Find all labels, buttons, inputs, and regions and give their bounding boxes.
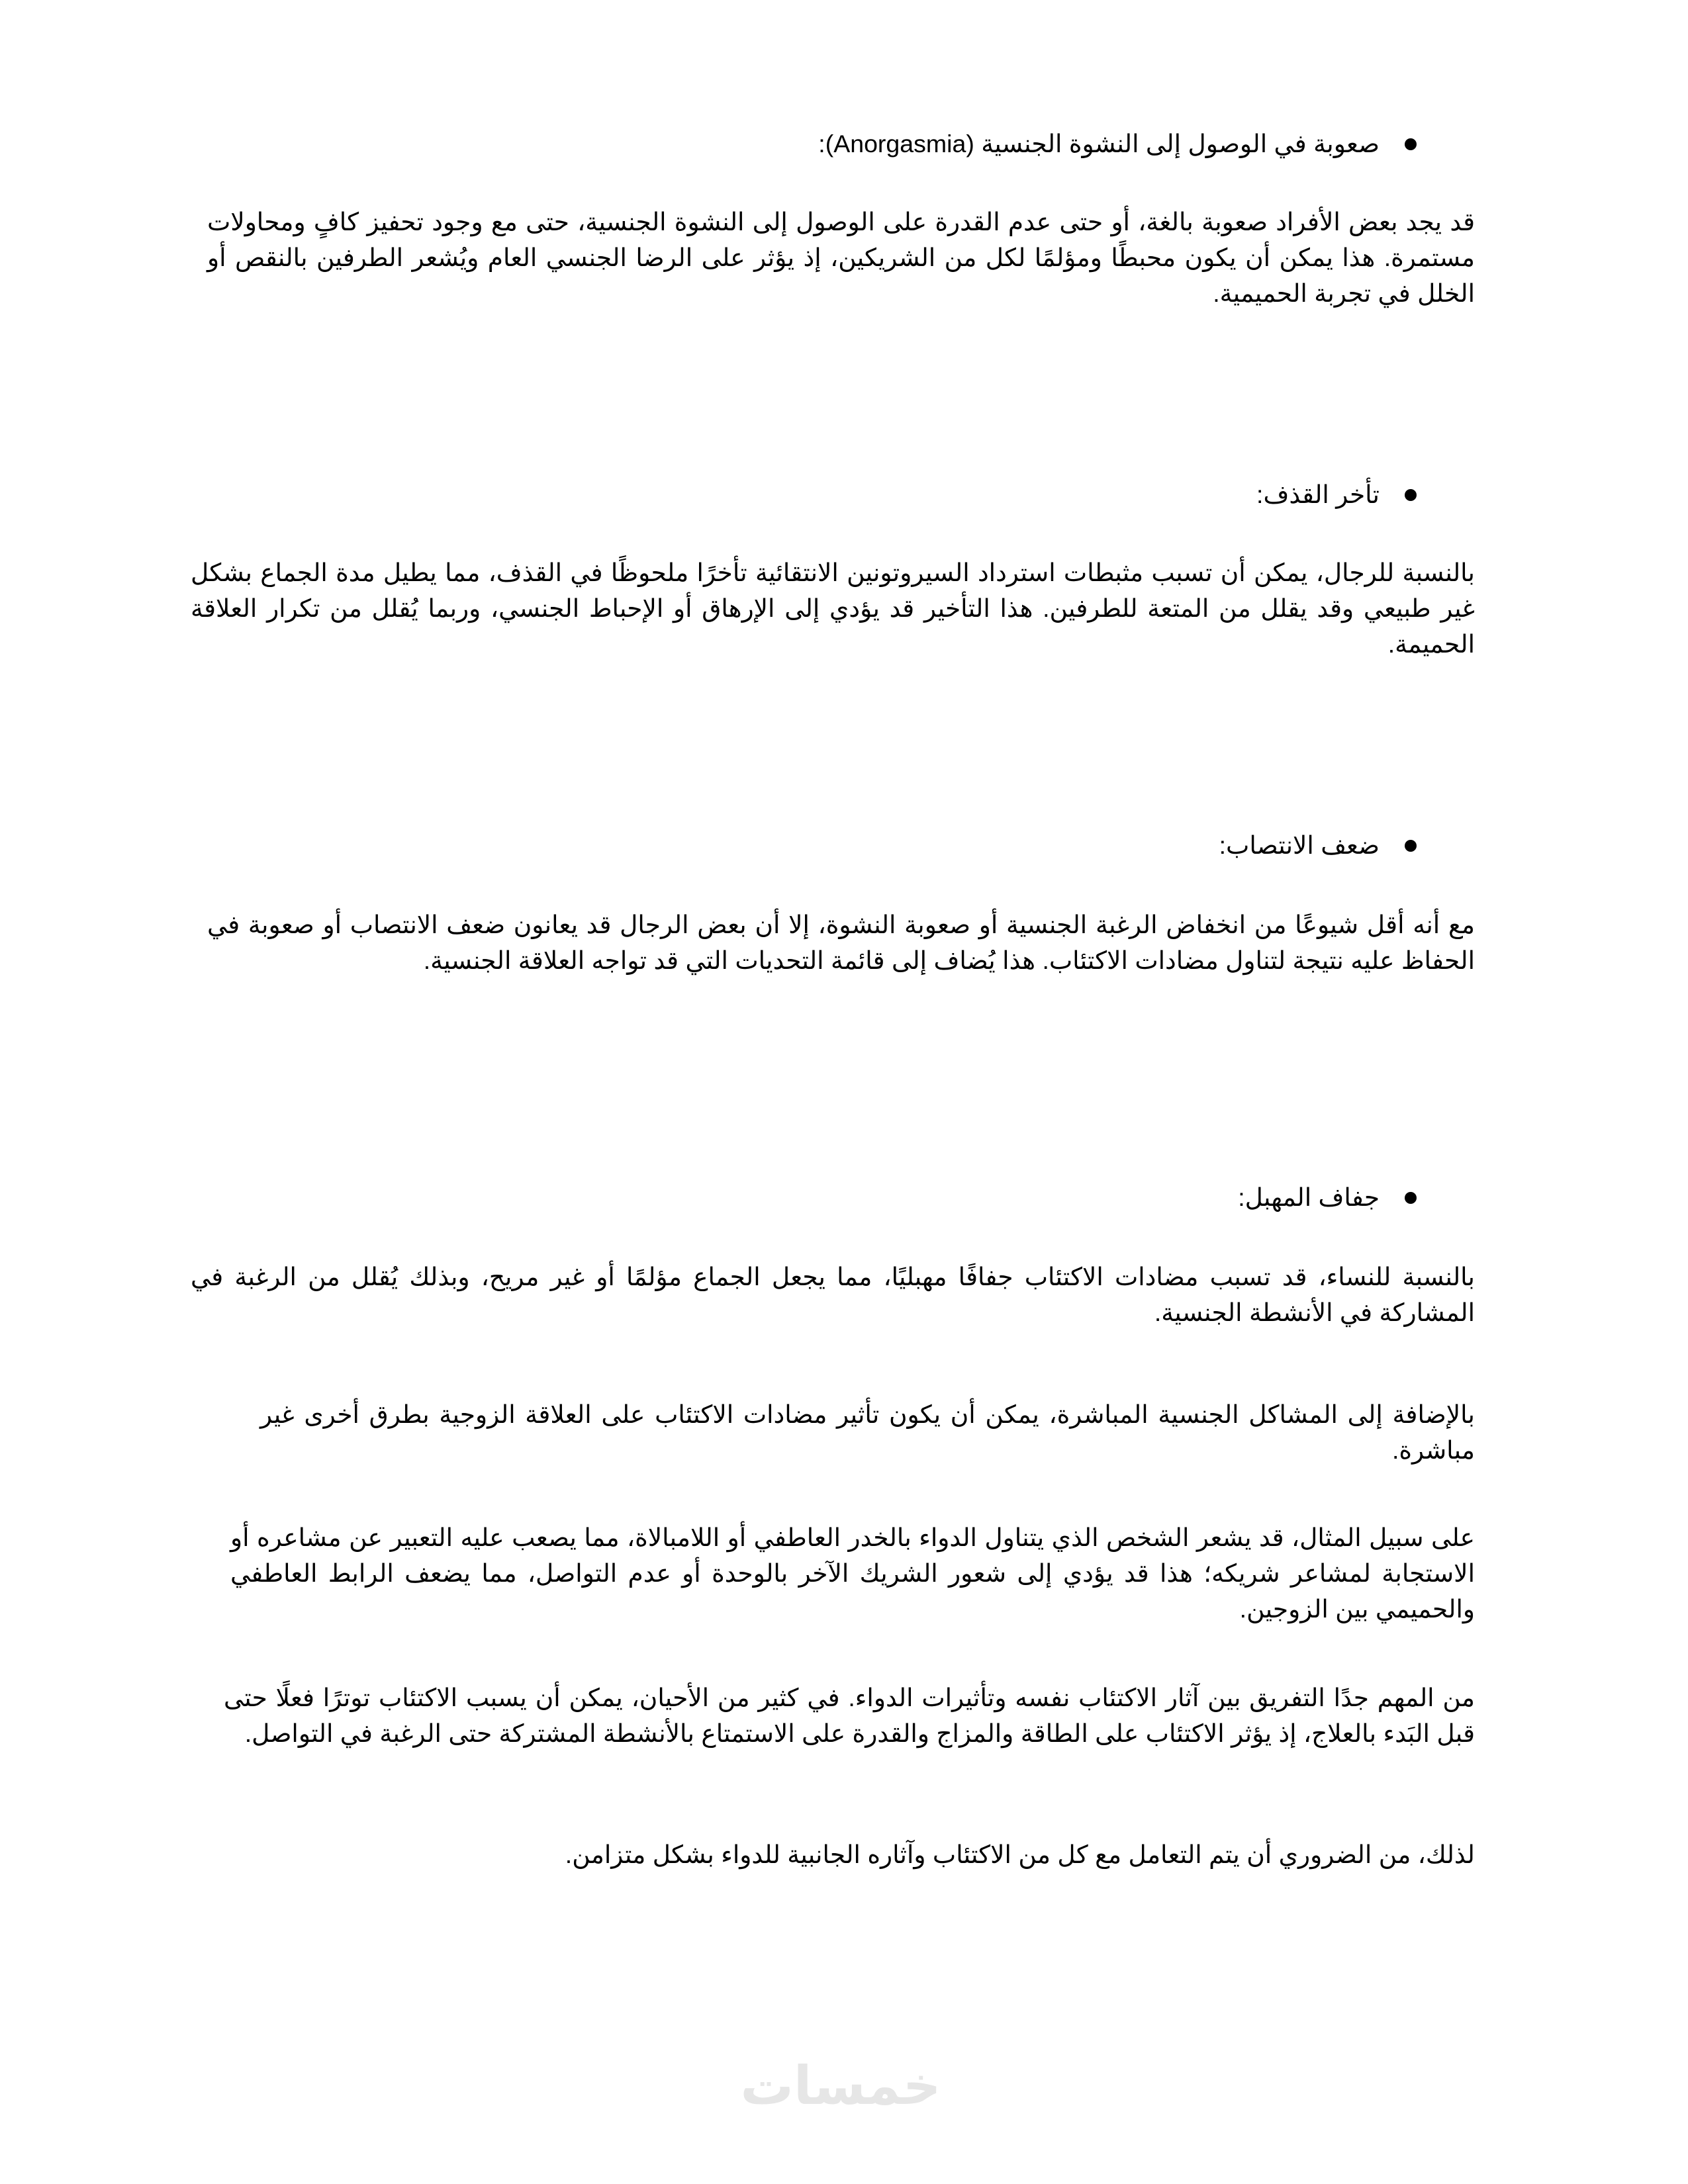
paragraph-indirect-effects: بالإضافة إلى المشاكل الجنسية المباشرة، يمكن أن يكون تأثير مضادات الاكتئاب على العلاقة الزوجية بطرق أخرى غير مباشرة. <box>260 1400 1475 1464</box>
bullet-icon <box>1405 489 1417 501</box>
section-heading-vaginal-dryness: جفاف المهبل: <box>1238 1179 1417 1215</box>
section-body-anorgasmia: قد يجد بعض الأفراد صعوبة بالغة، أو حتى عدم القدرة على الوصول إلى النشوة الجنسية، حتى مع وجود تحفيز كافٍ ومحاولات مستمرة. هذا يمكن أن يكون محبطًا ومؤلمًا لكل من الشريكين، إذ يؤثر على الرضا الجنسي العام ويُشعر الطرفين بالنقص أو الخلل في تجربة الحميمية. <box>207 208 1475 307</box>
paragraph-example: على سبيل المثال، قد يشعر الشخص الذي يتناول الدواء بالخدر العاطفي أو اللامبالاة، مما يصعب عليه التعبير عن مشاعره أو الاستجابة لمشاعر شريكه؛ هذا قد يؤدي إلى شعور الشريك الآخر بالوحدة أو عدم التواصل، مما يضعف الرابط العاطفي والحميمي بين الزوجين. <box>230 1524 1475 1623</box>
bullet-icon <box>1405 840 1417 852</box>
bullet-icon <box>1405 1192 1417 1204</box>
section-body-delayed-ejaculation: بالنسبة للرجال، يمكن أن تسبب مثبطات استرداد السيروتونين الانتقائية تأخرًا ملحوظًا في القذف، مما يطيل مدة الجماع بشكل غير طبيعي وقد يقلل من المتعة للطرفين. هذا التأخير قد يؤدي إلى الإرهاق أو الإحباط الجنسي، وربما يُقلل من تكرار العلاقة الحميمة. <box>191 559 1475 658</box>
section-heading-delayed-ejaculation: تأخر القذف: <box>1256 477 1417 512</box>
paragraph-distinguishing-effects: من المهم جدًا التفريق بين آثار الاكتئاب نفسه وتأثيرات الدواء. في كثير من الأحيان، يمكن أن يسبب الاكتئاب توترًا فعلًا حتى قبل البَدء بالعلاج، إذ يؤثر الاكتئاب على الطاقة والمزاج والقدرة على الاستمتاع بالأنشطة المشتركة حتى الرغبة في التواصل. <box>224 1684 1475 1747</box>
bullet-icon <box>1405 138 1417 150</box>
watermark-logo: خمسات <box>740 2056 941 2115</box>
section-heading-erectile-dysfunction: ضعف الانتصاب: <box>1219 827 1417 863</box>
section-body-vaginal-dryness: بالنسبة للنساء، قد تسبب مضادات الاكتئاب جفافًا مهبليًا، مما يجعل الجماع مؤلمًا أو غير مريح، وبذلك يُقلل من الرغبة في المشاركة في الأنشطة الجنسية. <box>191 1263 1475 1326</box>
section-heading-anorgasmia: صعوبة في الوصول إلى النشوة الجنسية (Anorgasmia): <box>818 126 1417 161</box>
paragraph-conclusion: لذلك، من الضروري أن يتم التعامل مع كل من الاكتئاب وآثاره الجانبية للدواء بشكل متزامن. <box>565 1841 1475 1868</box>
section-body-erectile-dysfunction: مع أنه أقل شيوعًا من انخفاض الرغبة الجنسية أو صعوبة النشوة، إلا أن بعض الرجال قد يعانون ضعف الانتصاب أو صعوبة في الحفاظ عليه نتيجة لتناول مضادات الاكتئاب. هذا يُضاف إلى قائمة التحديات التي قد تواجه العلاقة الجنسية. <box>207 911 1475 974</box>
